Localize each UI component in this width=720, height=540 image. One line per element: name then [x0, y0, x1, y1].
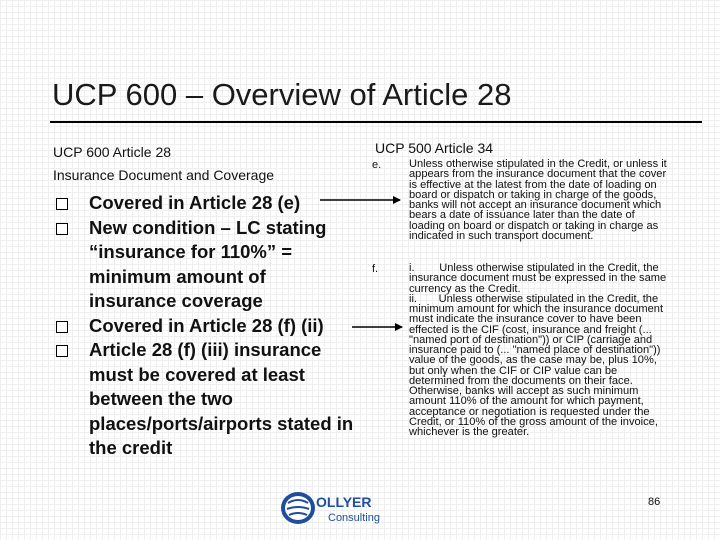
bullet-text: Covered in Article 28 (e) — [89, 192, 301, 213]
logo-name-text: OLLYER — [316, 494, 372, 510]
bullet-text: Covered in Article 28 (f) (ii) — [89, 314, 324, 336]
clause-f-i-text: i. Unless otherwise stipulated in the Credit, the insurance document must be expressed in the same currency as the Credit. — [409, 262, 670, 295]
clause-e-label: e. — [372, 159, 382, 171]
left-subheading-topic: Insurance Document and Coverage — [53, 167, 275, 183]
clause-f-label: f. — [372, 263, 379, 275]
clause-f-ii-text: ii. Unless otherwise stipulated in the Credit, the minimum amount for which the insurance document must indicate the insurance cover to have been effected is the CIF (cost, insurance and freight (... "named port of destination")) or CIP (carriage and insurance paid to (... "named place of destination")) value of the goods, as the case may be, plus 10%, but only when the CIF or CIP value can be determined from the documents on their face. Otherwise, banks will accept as such minimum amount 110% of the amount for which payment, acceptance or negotiation is requested under the Credit, or 110% of the gross amount of the invoice, whichever is the greater. — [409, 292, 667, 438]
logo-sub-text: Consulting — [328, 512, 380, 524]
slide-title: UCP 600 – Overview of Article 28 — [52, 77, 512, 112]
right-heading: UCP 500 Article 34 — [375, 140, 494, 156]
bullet-text: New condition – LC stating “insurance for 110%” = minimum amount of insurance coverage — [89, 216, 327, 311]
page-number: 86 — [648, 496, 661, 508]
clause-f-block — [409, 263, 669, 437]
left-subheading-article: UCP 600 Article 28 — [53, 144, 172, 160]
clause-e-text: Unless otherwise stipulated in the Credit, or unless it appears from the insurance document that the cover is effective at the latest from the date of loading on board or dispatch or taking in charge of the goods, banks will not accept an insurance document which bears a date of issuance later than the date of loading on board or dispatch or taking in charge as indicated in such transport document. — [409, 158, 670, 242]
clause-e-block — [409, 159, 669, 241]
bullet-text: Article 28 (f) (iii) insurance must be covered at least between the two places/ports/airports stated in the credit — [89, 339, 354, 458]
collyer-consulting-logo — [278, 490, 428, 526]
